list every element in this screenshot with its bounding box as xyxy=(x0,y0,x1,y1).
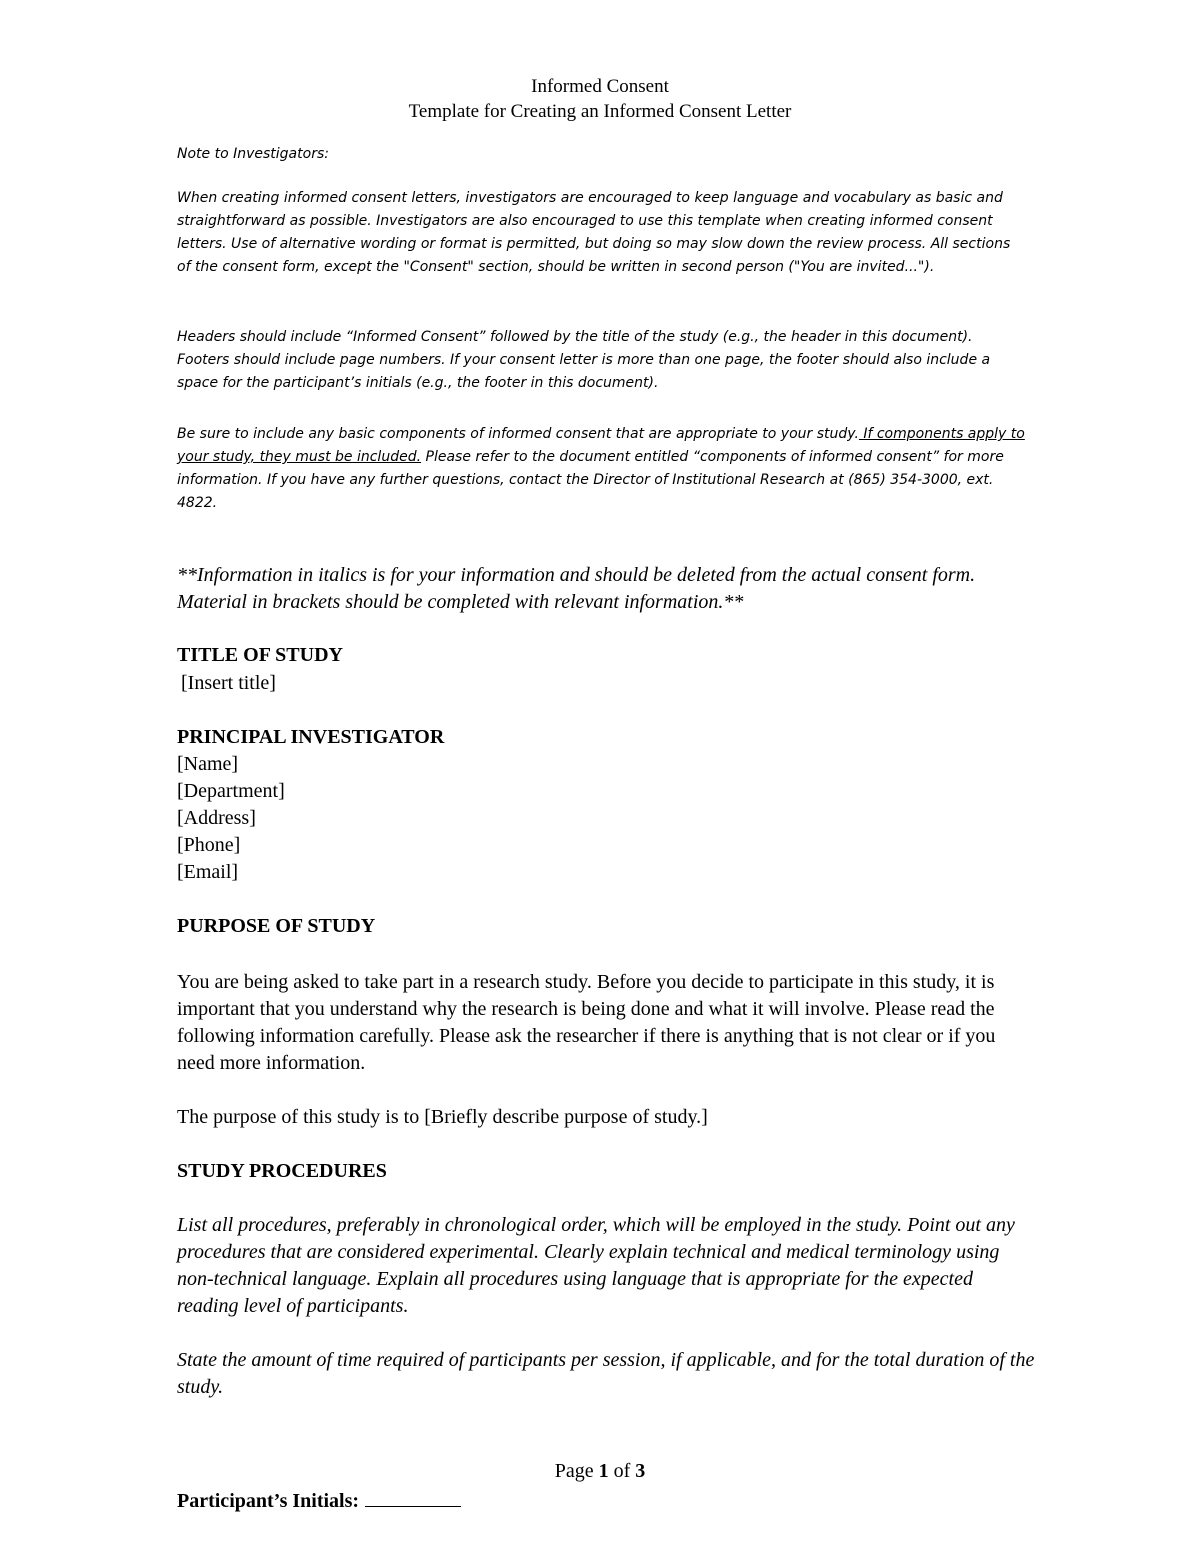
pi-address-field: [Address] xyxy=(177,807,256,829)
purpose-of-study-heading: PURPOSE OF STUDY xyxy=(177,915,376,937)
note-para3-end: Please refer to the document entitled “components of informed consent” for more information. If you have any further questions, contact the Director of Institutional Research at (865) 354-3000, ext. 4822. xyxy=(177,449,1004,511)
note-paragraph-1: When creating informed consent letters, investigators are encouraged to keep language and vocabulary as basic and straightforward as possible. Investigators are also encouraged to use this template when creating informed consent letters. Use of alternative wording or format is permitted, but doing so may slow down the review process. All sections of the consent form, except the "Consent" section, should be written in second person ("You are invited..."). xyxy=(177,190,1011,275)
initials-label: Participant’s Initials: xyxy=(177,1490,360,1512)
study-procedures-heading: STUDY PROCEDURES xyxy=(177,1160,387,1182)
page-number: Page 1 of 3 xyxy=(554,1460,646,1482)
note-para3-start: Be sure to include any basic components of informed consent that are appropriate to your study. xyxy=(177,426,859,442)
page-current: 1 xyxy=(598,1460,609,1482)
pi-department-field: [Department] xyxy=(177,780,285,802)
pi-name-field: [Name] xyxy=(177,753,239,775)
note-paragraph-3 xyxy=(177,423,1027,515)
header-title: Informed Consent xyxy=(531,76,669,97)
page-total: 3 xyxy=(635,1460,646,1482)
principal-investigator-heading: PRINCIPAL INVESTIGATOR xyxy=(177,726,445,748)
purpose-paragraph-2: The purpose of this study is to [Briefly describe purpose of study.] xyxy=(177,1106,708,1128)
document-header xyxy=(0,74,1200,124)
pi-email-field: [Email] xyxy=(177,861,239,883)
initials-blank-line xyxy=(365,1488,461,1507)
note-label: Note to Investigators: xyxy=(177,146,329,162)
procedures-paragraph-2: State the amount of time required of participants per session, if applicable, and for the total duration of the study. xyxy=(177,1349,1035,1398)
procedures-paragraph-1: List all procedures, preferably in chronological order, which will be employed in the study. Point out any procedures that are considered experimental. Clearly explain technical and medical terminology using non-technical language. Explain all procedures using language that is appropriate for the expected reading level of participants. xyxy=(177,1214,1015,1317)
pi-phone-field: [Phone] xyxy=(177,834,241,856)
italics-notice: **Information in italics is for your information and should be deleted from the actual consent form. Material in brackets should be completed with relevant information.** xyxy=(177,564,976,613)
purpose-paragraph-1: You are being asked to take part in a research study. Before you decide to participate in this study, it is important that you understand why the research is being done and what it will involve. Please read the following information carefully. Please ask the researcher if there is anything that is not clear or if you need more information. xyxy=(177,971,996,1074)
header-subtitle: Template for Creating an Informed Consent Letter xyxy=(408,101,792,122)
title-of-study-heading: TITLE OF STUDY xyxy=(177,644,343,666)
participant-initials xyxy=(177,1488,461,1513)
title-of-study-value: [Insert title] xyxy=(181,672,276,694)
note-paragraph-2: Headers should include “Informed Consent” followed by the title of the study (e.g., the header in this document). Footers should include page numbers. If your consent letter is more than one page, the footer should also include a space for the participant’s initials (e.g., the footer in this document). xyxy=(177,329,991,391)
note-para3-underlined: If components apply to your study, they must be included. xyxy=(177,426,1025,465)
